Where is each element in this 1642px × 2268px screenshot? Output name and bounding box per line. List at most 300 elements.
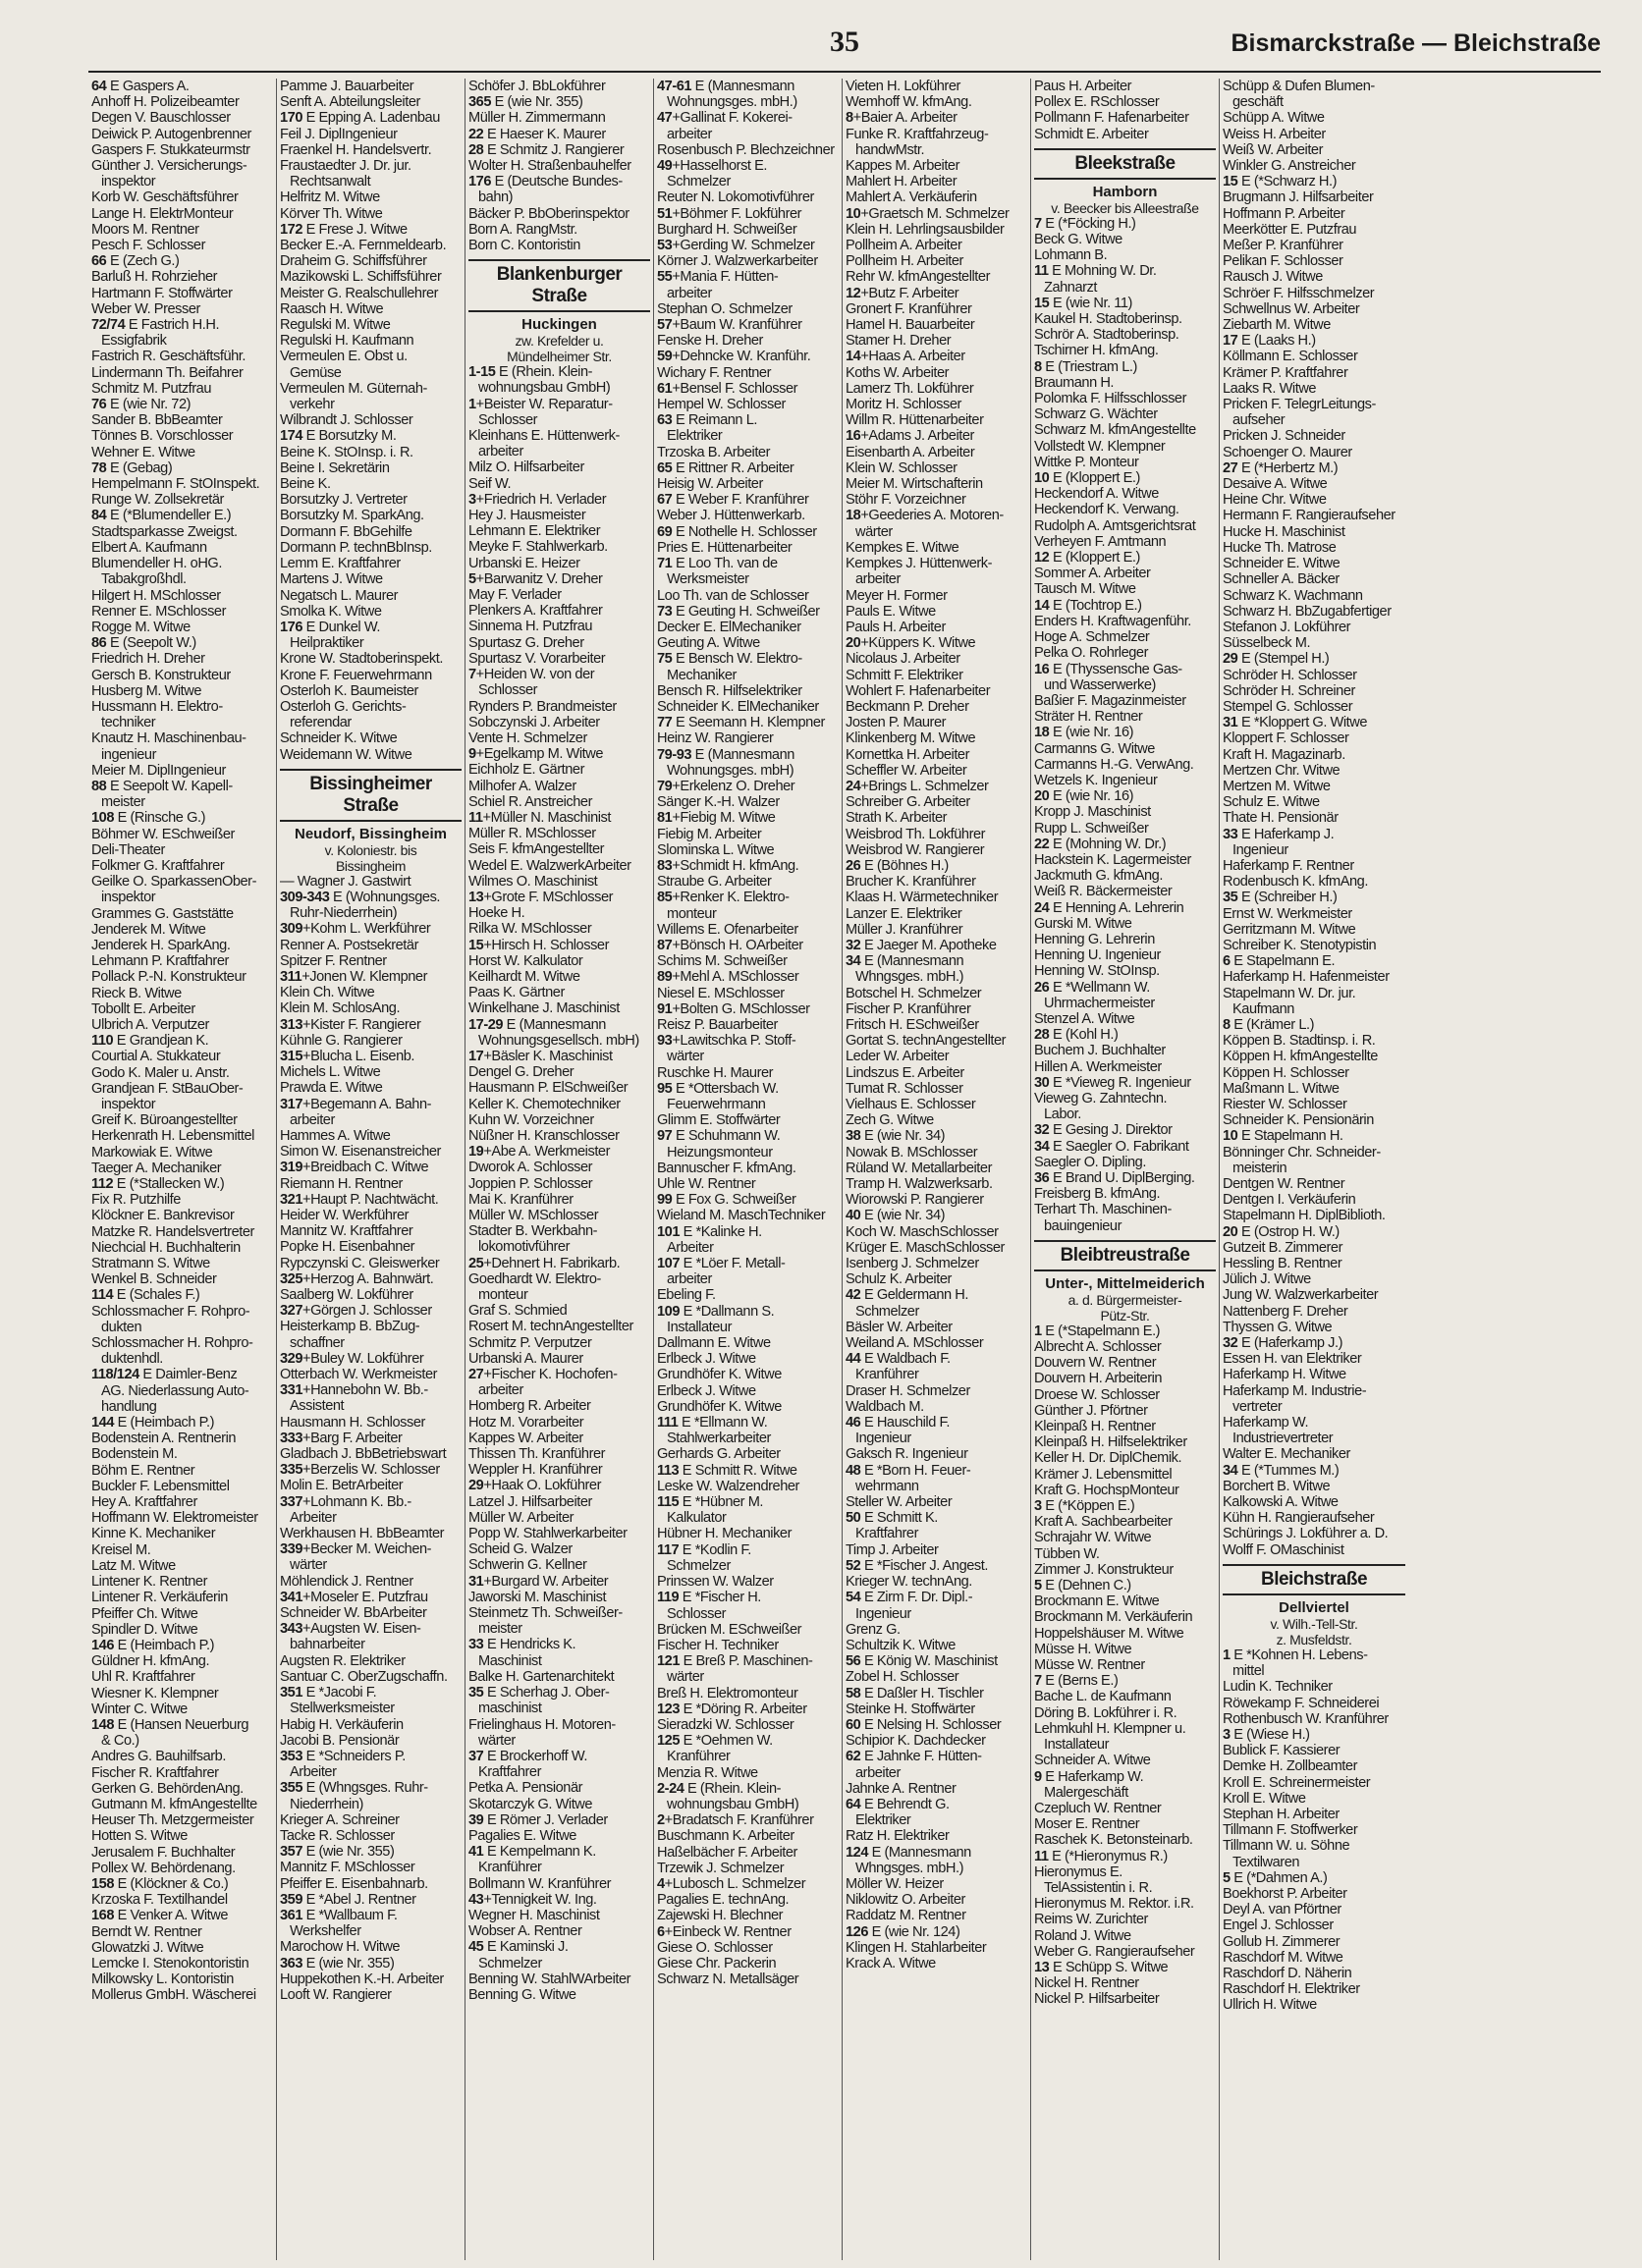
directory-entry (468, 985, 650, 1000)
directory-entry (657, 1940, 839, 1956)
directory-entry (846, 1446, 1027, 1462)
directory-entry (657, 1446, 839, 1462)
directory-entry (1034, 247, 1216, 263)
entry-text: Günther J. Pförtner (1034, 1402, 1148, 1419)
directory-entry (468, 1844, 650, 1860)
entry-text: +Adams J. Arbeiter (860, 428, 974, 445)
entry-text: Krack A. Witwe (846, 1955, 936, 1971)
directory-entry (468, 905, 650, 921)
house-number: 43 (468, 1891, 484, 1908)
directory-entry (468, 730, 650, 746)
directory-entry (280, 1303, 462, 1319)
house-number: 5 (468, 570, 476, 587)
entry-text: E Mohning W. Dr. (1048, 263, 1157, 280)
entry-text: Jung W. Walzwerkarbeiter (1223, 1287, 1379, 1304)
entry-text: Burghard H. Schweißer (657, 221, 797, 238)
directory-entry (468, 969, 650, 985)
entry-text: Kreisel M. (91, 1541, 151, 1558)
directory-entry (280, 1128, 462, 1144)
entry-text: E Schüpp S. Witwe (1049, 1959, 1169, 1975)
entry-text: Walter E. Mechaniker (1223, 1446, 1350, 1463)
entry-text: Becker E.-A. Fernmeldearb. (280, 238, 447, 254)
entry-text: E *Ellmann W. (678, 1415, 768, 1431)
house-number: 38 (846, 1128, 861, 1145)
entry-text: Jülich J. Witwe (1223, 1271, 1311, 1288)
directory-entry (1223, 1287, 1405, 1303)
directory-entry (657, 794, 839, 810)
house-number: 22 (1034, 836, 1050, 852)
directory-entry (468, 523, 650, 539)
entry-text: Kroll E. Witwe (1223, 1790, 1306, 1807)
entry-text: E *Hübner M. (679, 1494, 764, 1511)
entry-text: Industrievertreter (1232, 1431, 1334, 1447)
entry-text: Michels L. Witwe (280, 1064, 381, 1081)
entry-continuation (657, 1145, 839, 1161)
directory-entry (280, 1287, 462, 1303)
entry-text: Brockmann E. Witwe (1034, 1593, 1160, 1610)
entry-text: Beck G. Witwe (1034, 232, 1122, 248)
directory-entry (468, 1017, 650, 1033)
directory-entry (657, 969, 839, 985)
directory-entry (657, 1845, 839, 1861)
directory-entry (91, 317, 273, 333)
directory-entry (657, 890, 839, 905)
entry-text: +Mania F. Hütten- (672, 269, 779, 286)
directory-entry (657, 1781, 839, 1797)
directory-entry (280, 1971, 462, 1987)
directory-entry (846, 79, 1027, 94)
directory-entry (1034, 1059, 1216, 1075)
entry-text: Schröer F. Hilfsschmelzer (1223, 285, 1375, 301)
directory-entry (91, 1367, 273, 1382)
entry-text: Popke H. Eisenbahner (280, 1239, 415, 1256)
directory-entry (1034, 614, 1216, 629)
entry-text: Arbeiter (290, 1509, 337, 1526)
entry-text: Rudolph A. Amtsgerichtsrat (1034, 517, 1196, 534)
entry-text: Lemm E. Kraftfahrer (280, 556, 401, 572)
entry-text: +Buley W. Lokführer (302, 1350, 424, 1367)
house-number: 108 (91, 810, 114, 827)
directory-entry (657, 858, 839, 874)
house-number: 107 (657, 1256, 680, 1272)
entry-text: Mannitz F. MSchlosser (280, 1860, 415, 1876)
directory-entry (846, 1558, 1027, 1574)
entry-continuation (91, 571, 273, 587)
entry-text: Tramp H. Walzwerksarb. (846, 1176, 993, 1193)
directory-entry (1223, 969, 1405, 985)
directory-entry (91, 1542, 273, 1558)
directory-entry (91, 1987, 273, 2003)
entry-continuation (91, 1399, 273, 1415)
entry-text: +Gerding W. Schmelzer (672, 238, 815, 254)
house-number: 57 (657, 317, 673, 334)
entry-text: Hucke Th. Matrose (1223, 539, 1337, 556)
directory-entry (280, 1685, 462, 1701)
directory-entry (1223, 1758, 1405, 1774)
entry-text: Köppen B. Stadtinsp. i. R. (1223, 1033, 1376, 1050)
header-rule (88, 71, 1601, 73)
directory-entry (1223, 286, 1405, 301)
entry-text: arbeiter (290, 1111, 335, 1128)
entry-text: Vielhaus E. Schlosser (846, 1097, 976, 1112)
entry-text: Regulski M. Witwe (280, 317, 391, 334)
entry-text: Paas K. Gärtner (468, 985, 565, 1001)
directory-entry (468, 603, 650, 619)
directory-entry (1034, 375, 1216, 391)
directory-entry (1223, 556, 1405, 571)
directory-entry (1034, 455, 1216, 470)
entry-text: +Friedrich H. Verlader (475, 491, 607, 508)
entry-text: Pollheim H. Arbeiter (846, 253, 963, 270)
entry-continuation (1034, 1218, 1216, 1234)
entry-text: Weiß R. Bäckermeister (1034, 884, 1173, 900)
street-heading: Bleibtreustraße (1034, 1240, 1216, 1271)
directory-entry (1223, 1065, 1405, 1081)
directory-entry (91, 1017, 273, 1033)
house-number: 33 (468, 1637, 484, 1653)
directory-entry (846, 1669, 1027, 1685)
directory-entry (91, 127, 273, 142)
directory-entry (91, 1845, 273, 1861)
directory-entry (468, 1557, 650, 1573)
entry-text: E *Wallbaum F. (302, 1907, 398, 1923)
entry-text: Gortat S. technAngestellter (846, 1033, 1007, 1050)
directory-entry (846, 651, 1027, 667)
entry-text: Klein M. SchlosAng. (280, 1000, 401, 1017)
directory-entry (846, 1145, 1027, 1161)
entry-text: E *Fischer H. (679, 1590, 761, 1606)
directory-entry (1223, 1950, 1405, 1966)
house-number: 18 (846, 508, 861, 524)
directory-entry (1223, 428, 1405, 444)
directory-entry (91, 874, 273, 890)
entry-text: E Seemann H. Klempner (672, 715, 825, 731)
entry-text: Weber W. Presser (91, 300, 200, 317)
entry-text: Schüpp & Dufen Blumen- (1223, 79, 1375, 94)
directory-entry (91, 158, 273, 174)
directory-entry (846, 1033, 1027, 1049)
entry-continuation (280, 1557, 462, 1573)
entry-text: Bäsler W. Arbeiter (846, 1319, 953, 1335)
entry-text: +Bönsch H. OArbeiter (672, 937, 803, 953)
directory-entry (657, 1017, 839, 1033)
street-range-note: z. Musfeldstr. (1276, 1631, 1352, 1647)
directory-entry (1223, 668, 1405, 683)
entry-text: Pamme J. Bauarbeiter (280, 79, 414, 94)
directory-entry (468, 858, 650, 874)
entry-text: wärter (667, 1049, 704, 1065)
directory-entry (91, 763, 273, 779)
entry-text: Schüpp A. Witwe (1223, 110, 1325, 127)
directory-entry (1223, 206, 1405, 222)
entry-text: Lange H. ElektrMonteur (91, 205, 234, 222)
entry-text: Jackmuth G. kfmAng. (1034, 868, 1163, 885)
entry-text: arbeiter (667, 1271, 712, 1288)
directory-entry (1034, 884, 1216, 899)
house-number: 168 (91, 1908, 114, 1924)
entry-text: E Gesing J. Direktor (1049, 1122, 1173, 1139)
entry-text: Lintener K. Rentner (91, 1574, 208, 1591)
directory-entry (468, 1717, 650, 1733)
house-number: 20 (846, 635, 861, 652)
entry-text: Saegler O. Dipling. (1034, 1154, 1146, 1170)
directory-entry (91, 1192, 273, 1208)
directory-entry (280, 604, 462, 620)
directory-entry (1034, 1912, 1216, 1927)
entry-text: Arbeiter (290, 1764, 337, 1781)
directory-entry (91, 1606, 273, 1622)
entry-text: verkehr (290, 397, 335, 413)
entry-text: Feuerwehrmann (667, 1097, 766, 1112)
entry-text: E Nelsing H. Schlosser (860, 1716, 1002, 1733)
entry-text: Lemcke I. Stenokontoristin (91, 1955, 249, 1971)
entry-continuation (91, 1351, 273, 1367)
entry-text: Prawda E. Witwe (280, 1080, 383, 1097)
directory-entry (280, 1526, 462, 1541)
house-number: 115 (657, 1494, 680, 1511)
house-number: 121 (657, 1653, 680, 1670)
directory-entry (657, 222, 839, 238)
directory-entry (280, 1908, 462, 1923)
directory-entry (1223, 110, 1405, 126)
entry-text: Hartmann F. Stoffwärter (91, 285, 233, 301)
entry-text: Saalberg W. Lokführer (280, 1287, 413, 1304)
house-number: 34 (1034, 1138, 1050, 1155)
directory-entry (846, 842, 1027, 858)
entry-text: Droese W. Schlosser (1034, 1386, 1160, 1403)
entry-text: Körver Th. Witwe (280, 205, 383, 222)
house-number: 51 (657, 205, 673, 222)
entry-text: Güldner H. kfmAng. (91, 1653, 210, 1670)
directory-entry (1223, 620, 1405, 635)
entry-text: Heisterkamp B. BbZug- (280, 1319, 420, 1335)
directory-entry (468, 1223, 650, 1239)
house-number: 20 (1223, 1223, 1238, 1240)
entry-text: meister (478, 1621, 522, 1638)
directory-entry (468, 1478, 650, 1493)
entry-continuation (846, 1479, 1027, 1494)
entry-text: E *Kodlin F. (679, 1541, 751, 1558)
directory-entry (1034, 773, 1216, 788)
entry-text: Grundhöfer K. Witwe (657, 1398, 782, 1415)
directory-entry (91, 1415, 273, 1431)
column-2 (277, 79, 465, 2260)
directory-entry (1223, 1112, 1405, 1128)
entry-text: Wobser A. Rentner (468, 1923, 582, 1940)
entry-text: Czepluch W. Rentner (1034, 1800, 1162, 1816)
directory-entry (846, 938, 1027, 953)
directory-entry (280, 158, 462, 174)
entry-text: +Böhmer F. Lokführer (672, 205, 802, 222)
entry-continuation (657, 1606, 839, 1622)
entry-text: E Frese J. Witwe (302, 221, 408, 238)
entry-text: Rupp L. Schweißer (1034, 820, 1149, 837)
entry-text: Osterloh G. Gerichts- (280, 698, 407, 715)
entry-text: Sänger K.-H. Walzer (657, 794, 780, 811)
house-number: 49 (657, 158, 673, 175)
directory-entry (468, 746, 650, 762)
directory-entry (1034, 1626, 1216, 1642)
entry-text: vertreter (1232, 1398, 1283, 1415)
directory-entry (280, 317, 462, 333)
directory-entry (657, 1876, 839, 1892)
entry-text: monteur (667, 905, 717, 922)
directory-entry (846, 1017, 1027, 1033)
house-number: 29 (468, 1478, 484, 1494)
directory-entry (846, 1828, 1027, 1844)
entry-text: wehrmann (855, 1478, 919, 1494)
house-number: 12 (1034, 550, 1050, 567)
directory-entry (468, 1510, 650, 1526)
directory-entry (468, 1367, 650, 1382)
entry-text: Mechaniker (667, 667, 737, 683)
directory-entry (1223, 1176, 1405, 1192)
house-number: 319 (280, 1160, 302, 1176)
entry-text: E (Rhein. Klein- (495, 364, 593, 381)
entry-continuation (468, 1287, 650, 1303)
entry-continuation (1034, 280, 1216, 296)
directory-entry (1223, 1807, 1405, 1822)
running-head: Bismarckstraße — Bleichstraße (1231, 29, 1601, 57)
entry-text: Strath K. Arbeiter (846, 810, 948, 827)
district-name: Hamborn (1092, 183, 1158, 200)
entry-text: E (Rhein. Klein- (684, 1780, 782, 1797)
directory-entry (846, 747, 1027, 763)
entry-text: E Bensch W. Elektro- (672, 651, 802, 668)
street-range-note: Pütz-Str. (1100, 1307, 1150, 1323)
entry-text: Mai K. Kranführer (468, 1191, 574, 1208)
entry-text: E (*Stapelmann E.) (1041, 1323, 1161, 1339)
entry-text: Heider W. Werkführer (280, 1208, 410, 1223)
directory-entry (91, 1526, 273, 1541)
entry-text: +Barg F. Arbeiter (302, 1430, 403, 1446)
house-number: 24 (846, 778, 861, 794)
entry-text: Carmanns H.-G. VerwAng. (1034, 756, 1194, 773)
directory-entry (846, 333, 1027, 349)
directory-entry (91, 460, 273, 476)
directory-entry (280, 222, 462, 238)
entry-text: +Haas A. Arbeiter (860, 349, 965, 365)
directory-entry (1034, 1721, 1216, 1737)
directory-entry (1223, 1367, 1405, 1382)
entry-text: Kranführer (855, 1367, 919, 1383)
directory-entry (1223, 508, 1405, 523)
entry-text: Schwarz G. Wächter (1034, 406, 1158, 423)
entry-text: Verheyen F. Amtmann (1034, 533, 1167, 550)
entry-text: Röwekamp F. Schneiderei (1223, 1695, 1380, 1711)
entry-text: +Hannebohn W. Bb.- (302, 1382, 428, 1399)
entry-text: Döring B. Lokführer i. R. (1034, 1704, 1177, 1721)
entry-text: Pagalies E. technAng. (657, 1892, 790, 1909)
directory-entry (91, 79, 273, 94)
directory-entry (1034, 900, 1216, 916)
entry-text: Hieronymus M. Rektor. i.R. (1034, 1896, 1194, 1913)
directory-entry (280, 1160, 462, 1175)
directory-entry (468, 779, 650, 794)
entry-text: Installateur (1044, 1737, 1109, 1754)
house-number: 7 (468, 667, 476, 683)
entry-text: Schneider K. Pensionärin (1223, 1112, 1374, 1129)
entry-text: Haferkamp H. Witwe (1223, 1367, 1346, 1383)
entry-text: wärter (855, 523, 893, 540)
entry-text: E Kempelmann K. (483, 1844, 596, 1861)
directory-entry (1223, 588, 1405, 604)
entry-continuation (1223, 842, 1405, 858)
entry-text: +Bensel F. Schlosser (672, 380, 798, 397)
entry-text: Eichholz E. Gärtner (468, 762, 584, 779)
entry-text: Renner E. MSchlosser (91, 603, 226, 620)
column-5 (843, 79, 1031, 2260)
entry-text: Werksmeister (667, 571, 749, 588)
entry-text: E (wie Nr. 355) (491, 94, 583, 111)
house-number: 73 (657, 603, 673, 620)
house-number: 3 (1223, 1726, 1231, 1743)
house-number: 158 (91, 1875, 114, 1892)
directory-entry (280, 1987, 462, 2003)
house-number: 361 (280, 1907, 302, 1923)
entry-text: +Mehl A. MSchlosser (672, 969, 799, 986)
entry-text: Borsutzky J. Vertreter (280, 492, 408, 509)
house-number: 32 (846, 937, 861, 953)
house-number: 88 (91, 778, 107, 794)
directory-entry (1034, 1673, 1216, 1689)
directory-entry (468, 826, 650, 841)
entry-text: Dormann F. BbGehilfe (280, 523, 412, 540)
directory-entry (657, 1828, 839, 1844)
directory-entry (1034, 1483, 1216, 1498)
entry-text: Gaksch R. Ingenieur (846, 1446, 968, 1463)
directory-entry (1034, 1896, 1216, 1912)
house-number: 176 (280, 619, 302, 635)
entry-text: Feil J. DiplIngenieur (280, 126, 398, 142)
street-range-note: Bissingheim (335, 857, 407, 874)
directory-entry (280, 969, 462, 985)
directory-entry (657, 238, 839, 253)
entry-text: Tacke R. Schlosser (280, 1827, 395, 1844)
directory-entry (657, 381, 839, 397)
entry-text: Raschdorf M. Witwe (1223, 1949, 1343, 1966)
directory-entry (280, 301, 462, 317)
directory-entry (657, 1956, 839, 1971)
directory-entry (91, 1908, 273, 1923)
directory-entry (657, 1908, 839, 1923)
entry-text: Lehmann P. Kraftfahrer (91, 953, 229, 970)
house-number: 85 (657, 890, 673, 906)
entry-text: Tillmann F. Stoffwerker (1223, 1822, 1358, 1839)
entry-text: Berndt W. Rentner (91, 1923, 202, 1940)
directory-entry (657, 620, 839, 635)
directory-entry (280, 1319, 462, 1334)
entry-continuation (280, 1335, 462, 1351)
entry-text: E (Klöckner & Co.) (114, 1875, 229, 1892)
entry-text: Maschinist (478, 1652, 542, 1669)
directory-entry (91, 1797, 273, 1812)
entry-text: Keilhardt M. Witwe (468, 968, 580, 985)
entry-text: Schlosser (478, 682, 538, 699)
house-number: 117 (657, 1541, 680, 1558)
directory-entry (1223, 349, 1405, 364)
directory-entry (280, 1892, 462, 1908)
entry-text: E Geldermann H. (860, 1287, 968, 1304)
house-number: 14 (1034, 597, 1050, 614)
entry-text: Krone W. Stadtoberinspekt. (280, 651, 443, 668)
entry-text: Lehmann E. Elektriker (468, 523, 601, 540)
entry-text: Dentgen I. Verkäuferin (1223, 1192, 1356, 1209)
directory-entry (91, 222, 273, 238)
entry-text: arbeiter (667, 285, 712, 301)
directory-entry (1223, 1335, 1405, 1351)
directory-entry (1034, 232, 1216, 247)
